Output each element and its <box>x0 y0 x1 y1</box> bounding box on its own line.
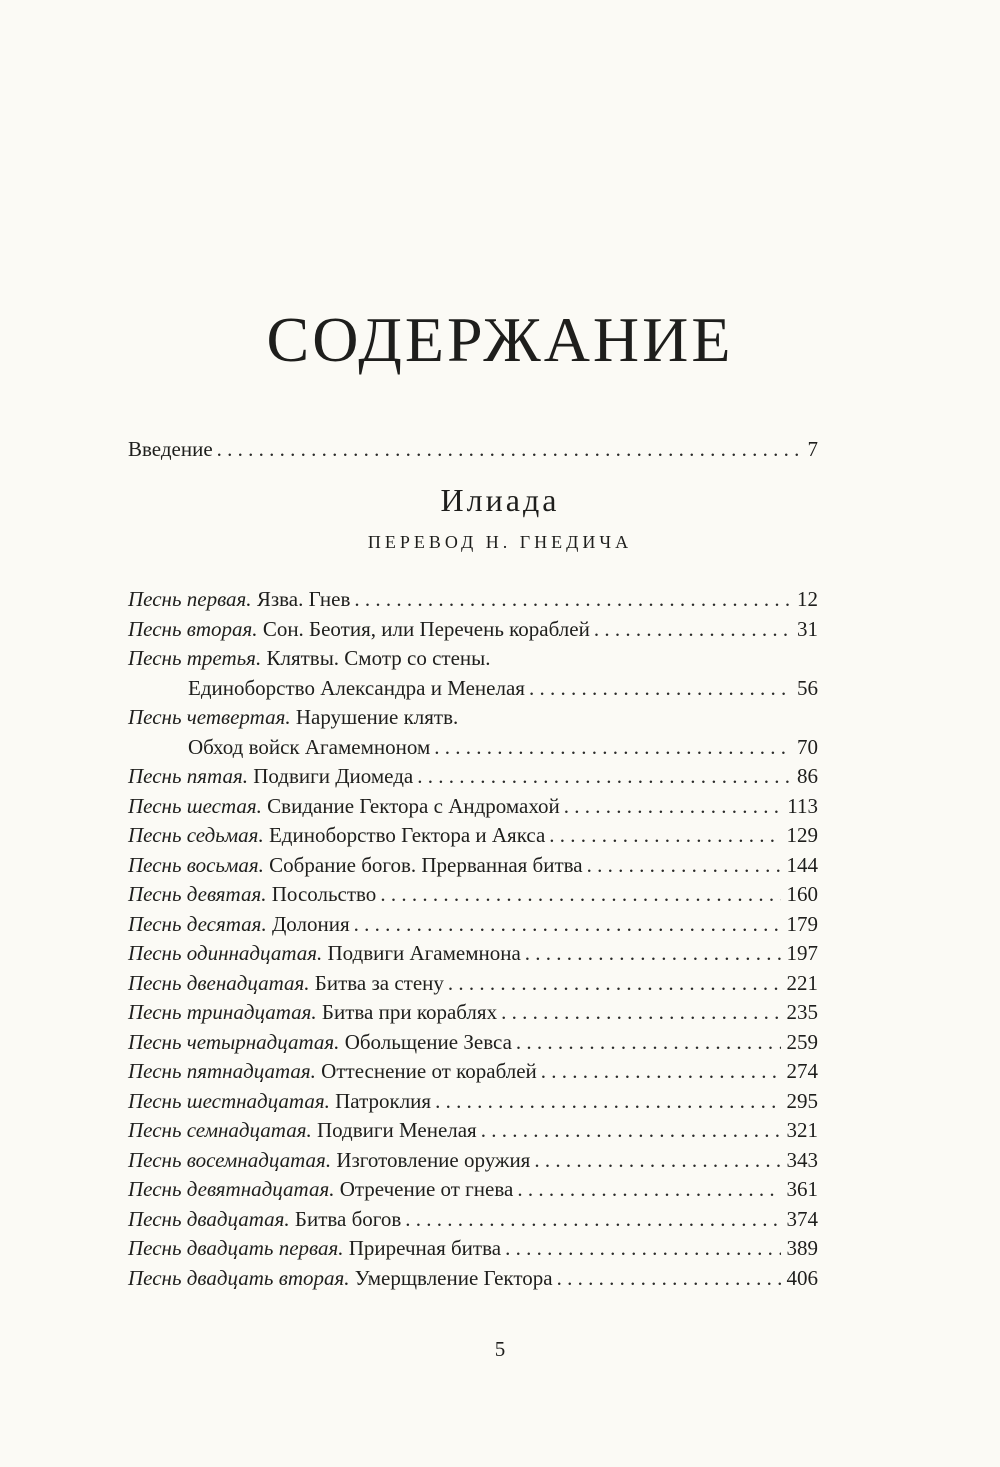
dot-leader <box>434 732 791 762</box>
song-number: Песнь седьмая. <box>128 823 264 847</box>
section-title: Илиада <box>440 482 560 518</box>
song-title: Патроклия <box>329 1089 432 1113</box>
toc-entry[interactable] <box>128 1115 818 1145</box>
dot-leader <box>405 1204 780 1234</box>
toc-page-number: 343 <box>786 1148 818 1172</box>
dot-leader <box>534 1145 780 1175</box>
toc-entry[interactable] <box>128 1263 818 1293</box>
toc-page-number: 12 <box>797 587 818 611</box>
song-title: Битва при кораблях <box>316 1000 498 1024</box>
dot-leader <box>354 584 791 614</box>
toc-page-number: 86 <box>797 764 818 788</box>
toc-entry[interactable] <box>128 909 818 939</box>
song-number: Песнь тринадцатая. <box>128 1000 317 1024</box>
toc-entry[interactable] <box>128 791 818 821</box>
song-number: Песнь девятнадцатая. <box>128 1177 335 1201</box>
song-number: Песнь пятая. <box>128 764 248 788</box>
dot-leader <box>541 1056 781 1086</box>
toc-entry-introduction[interactable] <box>128 434 818 464</box>
dot-leader <box>549 820 780 850</box>
song-title: Изготовление оружия <box>331 1148 531 1172</box>
toc-entry-label <box>128 1204 401 1234</box>
section-subtitle: ПЕРЕВОД Н. ГНЕДИЧА <box>367 532 633 552</box>
song-title: Умерщвление Гектора <box>349 1266 553 1290</box>
song-title: Битва богов <box>289 1207 402 1231</box>
toc-entry[interactable] <box>128 1056 818 1086</box>
song-number: Песнь восьмая. <box>128 853 264 877</box>
song-number: Песнь четырнадцатая. <box>128 1030 340 1054</box>
song-number: Песнь четвертая. <box>128 705 291 729</box>
song-title: Битва за стену <box>309 971 444 995</box>
song-number: Песнь девятая. <box>128 882 267 906</box>
toc-entry[interactable] <box>128 702 818 732</box>
toc-entry-label <box>128 850 583 880</box>
dot-leader <box>217 434 802 464</box>
toc-page-number: 70 <box>797 735 818 759</box>
toc-entry-label <box>128 584 350 614</box>
toc-entry-label <box>128 938 521 968</box>
song-number: Песнь одиннадцатая. <box>128 941 323 965</box>
toc-entry[interactable] <box>128 643 818 673</box>
toc-entry-label <box>128 879 376 909</box>
song-title: Оттеснение от кораблей <box>315 1059 537 1083</box>
song-title: Нарушение клятв. <box>290 705 459 729</box>
dot-leader <box>481 1115 781 1145</box>
song-title: Подвиги Диомеда <box>247 764 414 788</box>
song-number: Песнь вторая. <box>128 617 258 641</box>
dot-leader <box>380 879 780 909</box>
toc-page-number: 295 <box>786 1089 818 1113</box>
song-number: Песнь шестая. <box>128 794 262 818</box>
toc-entry-label <box>128 1174 513 1204</box>
toc-page-number: 406 <box>786 1266 818 1290</box>
toc-entry-label <box>128 1056 537 1086</box>
toc-page-number: 179 <box>786 912 818 936</box>
toc-entry-label <box>128 1145 530 1175</box>
song-number: Песнь пятнадцатая. <box>128 1059 316 1083</box>
song-title: Собрание богов. Прерванная битва <box>263 853 583 877</box>
toc-entry-label <box>128 761 413 791</box>
song-title: Клятвы. Смотр со стены. <box>261 646 491 670</box>
toc-entry[interactable] <box>128 1174 818 1204</box>
toc-entry-continuation[interactable] <box>188 732 818 762</box>
dot-leader <box>525 938 781 968</box>
toc-entry-label <box>128 909 350 939</box>
song-title-continuation: Обход войск Агамемноном <box>188 735 431 759</box>
toc-entry-label <box>128 968 444 998</box>
toc-entry[interactable] <box>128 850 818 880</box>
song-title: Сон. Беотия, или Перечень кораблей <box>257 617 590 641</box>
toc-entry[interactable] <box>128 879 818 909</box>
toc-entry-label <box>128 997 497 1027</box>
toc-entry-label <box>128 1027 512 1057</box>
song-number: Песнь двадцать вторая. <box>128 1266 350 1290</box>
song-title: Свидание Гектора с Андромахой <box>261 794 560 818</box>
toc-entry-label <box>128 643 491 673</box>
toc-page-number: 113 <box>787 794 818 818</box>
dot-leader <box>557 1263 781 1293</box>
toc-page-number: 321 <box>786 1118 818 1142</box>
toc-entry-label <box>128 791 560 821</box>
dot-leader <box>516 1027 781 1057</box>
toc-page-number: 7 <box>807 437 818 461</box>
toc-page-number: 160 <box>786 882 818 906</box>
toc-entry-label <box>128 614 590 644</box>
toc-page-number: 31 <box>797 617 818 641</box>
toc-entry[interactable] <box>128 820 818 850</box>
song-number: Песнь восемнадцатая. <box>128 1148 332 1172</box>
toc-entry[interactable] <box>128 584 818 614</box>
dot-leader <box>448 968 781 998</box>
dot-leader <box>594 614 791 644</box>
dot-leader <box>417 761 791 791</box>
page-number-folio: 5 <box>494 1337 506 1361</box>
toc-entry[interactable] <box>128 1145 818 1175</box>
toc-page-number: 197 <box>786 941 818 965</box>
song-number: Песнь третья. <box>128 646 262 670</box>
song-number: Песнь двадцать первая. <box>128 1236 344 1260</box>
toc-entry-label: Введение <box>128 437 213 461</box>
toc-page-number: 221 <box>786 971 818 995</box>
toc-entry[interactable] <box>128 997 818 1027</box>
song-title-continuation: Единоборство Александра и Менелая <box>188 676 525 700</box>
dot-leader <box>354 909 781 939</box>
toc-page-number: 235 <box>786 1000 818 1024</box>
toc-entry[interactable] <box>128 968 818 998</box>
toc-page-number: 56 <box>797 676 818 700</box>
dot-leader <box>517 1174 780 1204</box>
toc-entry-continuation[interactable] <box>188 673 818 703</box>
toc-entry-label <box>128 1263 553 1293</box>
song-number: Песнь двенадцатая. <box>128 971 310 995</box>
song-title: Единоборство Гектора и Аякса <box>263 823 546 847</box>
song-title: Отречение от гнева <box>334 1177 514 1201</box>
toc-page-number: 144 <box>786 853 818 877</box>
toc-entry[interactable] <box>128 1086 818 1116</box>
song-title: Посольство <box>266 882 377 906</box>
dot-leader <box>564 791 781 821</box>
toc-page-number: 129 <box>786 823 818 847</box>
toc-page-number: 374 <box>786 1207 818 1231</box>
song-title: Приречная битва <box>343 1236 502 1260</box>
dot-leader <box>435 1086 780 1116</box>
song-title: Долония <box>266 912 350 936</box>
dot-leader <box>501 997 780 1027</box>
toc-entry[interactable] <box>128 1027 818 1057</box>
dot-leader <box>587 850 781 880</box>
toc-page-number: 274 <box>786 1059 818 1083</box>
toc-entry-label <box>128 820 545 850</box>
toc-entry-label <box>128 1115 477 1145</box>
song-title: Язва. Гнев <box>251 587 351 611</box>
toc-entry[interactable] <box>128 761 818 791</box>
page-title: СОДЕРЖАНИЕ <box>266 304 734 375</box>
toc-entry[interactable] <box>128 614 818 644</box>
toc-page-number: 259 <box>786 1030 818 1054</box>
dot-leader <box>505 1233 780 1263</box>
toc-page-number: 361 <box>786 1177 818 1201</box>
song-number: Песнь десятая. <box>128 912 267 936</box>
toc-entry-label <box>128 1233 501 1263</box>
toc-entry-label <box>128 1086 431 1116</box>
song-title: Подвиги Менелая <box>311 1118 477 1142</box>
toc-entry-label <box>128 702 458 732</box>
toc-entry[interactable] <box>128 938 818 968</box>
toc-entry[interactable] <box>128 1204 818 1234</box>
song-number: Песнь семнадцатая. <box>128 1118 312 1142</box>
toc-page-number: 389 <box>786 1236 818 1260</box>
song-number: Песнь шестнадцатая. <box>128 1089 330 1113</box>
song-number: Песнь первая. <box>128 587 252 611</box>
song-title: Подвиги Агамемнона <box>322 941 521 965</box>
toc-entry[interactable] <box>128 1233 818 1263</box>
song-number: Песнь двадцатая. <box>128 1207 290 1231</box>
dot-leader <box>529 673 791 703</box>
song-title: Обольщение Зевса <box>339 1030 512 1054</box>
